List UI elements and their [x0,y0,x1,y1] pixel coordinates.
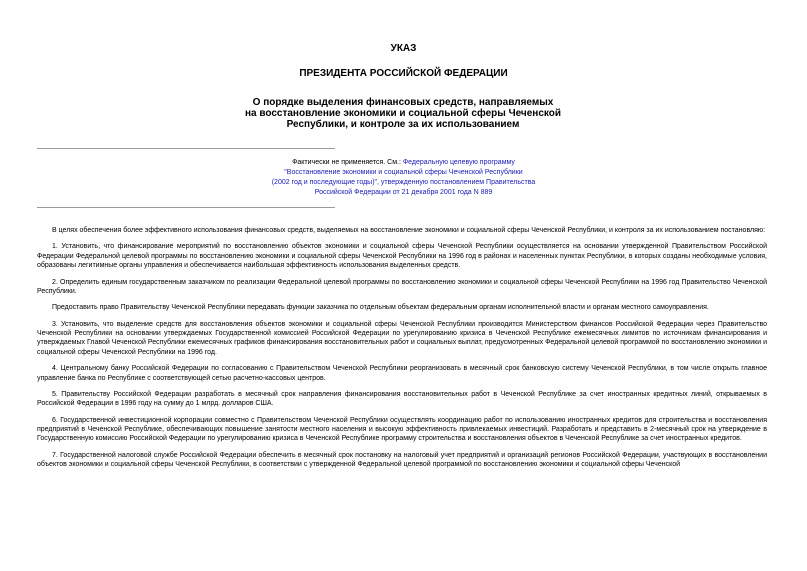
clause-1-paragraph: 1. Установить, что финансирование мероприятий по восстановлению объектов экономики и социальной сферы Чеченской Республики осуществляется на основании утвержденной Правительством Российской Федерации Федеральной целевой программы по восстановлению экономики и социальной сферы Чеченской Республики на 1996 год в районах и населенных пунктах Республики, в которых созданы необходимые условия, образованы легитимные органы управления и обеспечивается наибольшая эффективность использования выделенных средств. [37,243,767,270]
status-note-line [0,188,807,198]
clause-6-paragraph: 6. Государственной инвестиционной корпорации совместно с Правительством Чеченской Республики осуществлять координацию работ по использованию иностранных кредитов для строительства и восстановления предприятий в Чеченской Республике, обеспечивающих повышение занятости местного населения и высокую эффективность привлекаемых инвестиций. Разработать и представить в 2-месячный срок на утверждение в Государственную комиссию Российской Федерации по урегулированию кризиса в Чеченской Республике программу строительства и восстановления объектов в Чеченской Республике за счет иностранных кредитов. [37,416,767,443]
preamble-paragraph: В целях обеспечения более эффективного использования финансовых средств, выделяемых на восстановление экономики и социальной сферы Чеченской Республики, и контроля за их использованием постановляю: [52,227,766,234]
program-link[interactable]: Федеральную целевую программу [402,159,515,166]
document-issuer-heading: ПРЕЗИДЕНТА РОССИЙСКОЙ ФЕДЕРАЦИИ [299,68,508,79]
document-title-line: Республики, и контроле за их использованием [286,119,520,130]
status-note-line [0,178,807,188]
status-note [0,158,807,198]
document-title-line: О порядке выделения финансовых средств, направляемых [252,97,554,108]
status-note-line [0,158,807,168]
clause-4-paragraph: 4. Центральному банку Российской Федерации по согласованию с Правительством Чеченской Республики реорганизовать в месячный срок банковскую систему Чеченской Республики, в том числе открыть главное управление банка по Республике с соответствующей сетью расчетно-кассовых центров. [37,365,767,382]
clause-2-paragraph: 2. Определить единым государственным заказчиком по реализации Федеральной целевой программы по восстановлению экономики и социальной сферы Чеченской Республики на 1996 год Правительство Чеченской Республики. [37,278,767,295]
clause-5-paragraph: 5. Правительству Российской Федерации разработать в месячный срок направления финансирования восстановительных работ в Чеченской Республике за счет иностранных кредитных линий, открываемых в Российской Федерации в 1996 году на сумму до 1 млрд. долларов США. [37,390,767,408]
document-title [230,97,576,130]
clause-7-paragraph: 7. Государственной налоговой службе Российской Федерации обеспечить в месячный срок постановку на налоговый учет предприятий и организаций регионов Российской Федерации, участвующих в восстановлении объектов экономики и социальной сферы Чеченской Республики, в соответствии с утвержденной Федеральной целевой программой по восстановлению экономики и социальной сферы Чеченской [37,451,767,469]
clause-2-continuation-paragraph: Предоставить право Правительству Чеченской Республики передавать функции заказчика по отдельным объектам федеральным органам исполнительной власти и органам местного самоуправления. [52,304,709,312]
document-type-heading: УКАЗ [390,43,417,54]
top-divider [37,148,335,149]
status-note-suffix: , утвержденную постановлением Правительства [377,179,536,186]
document-title-line: на восстановление экономики и социальной сферы Чеченской [244,108,562,119]
status-note-suffix: Российской Федерации от 21 декабря 2001 года N 889 [314,189,493,196]
status-note-line [0,168,807,178]
program-link[interactable]: (2002 год и последующие годы)" [271,179,378,186]
clause-3-paragraph: 3. Установить, что выделение средств для восстановления объектов экономики и социальной сферы Чеченской Республики производится Министерством финансов Российской Федерации через Правительство Чеченской Республики на основании утверждаемых Государственной комиссией Российской Федерации по урегулированию кризиса в Чеченской Республике ежемесячных лимитов по источникам финансирования и утверждаемых Главой Чеченской Республики ежемесячных графиков финансирования восстановительных работ и социальных выплат, предусмотренных Федеральной целевой программой по восстановлению экономики и социальной сферы Чеченской Республики на 1996 год. [37,320,767,356]
status-note-prefix: Фактически не применяется. См.: [292,159,403,166]
bottom-divider [37,207,335,208]
program-link[interactable]: "Восстановление экономики и социальной сферы Чеченской Республики [284,169,523,176]
document-body [37,226,767,477]
